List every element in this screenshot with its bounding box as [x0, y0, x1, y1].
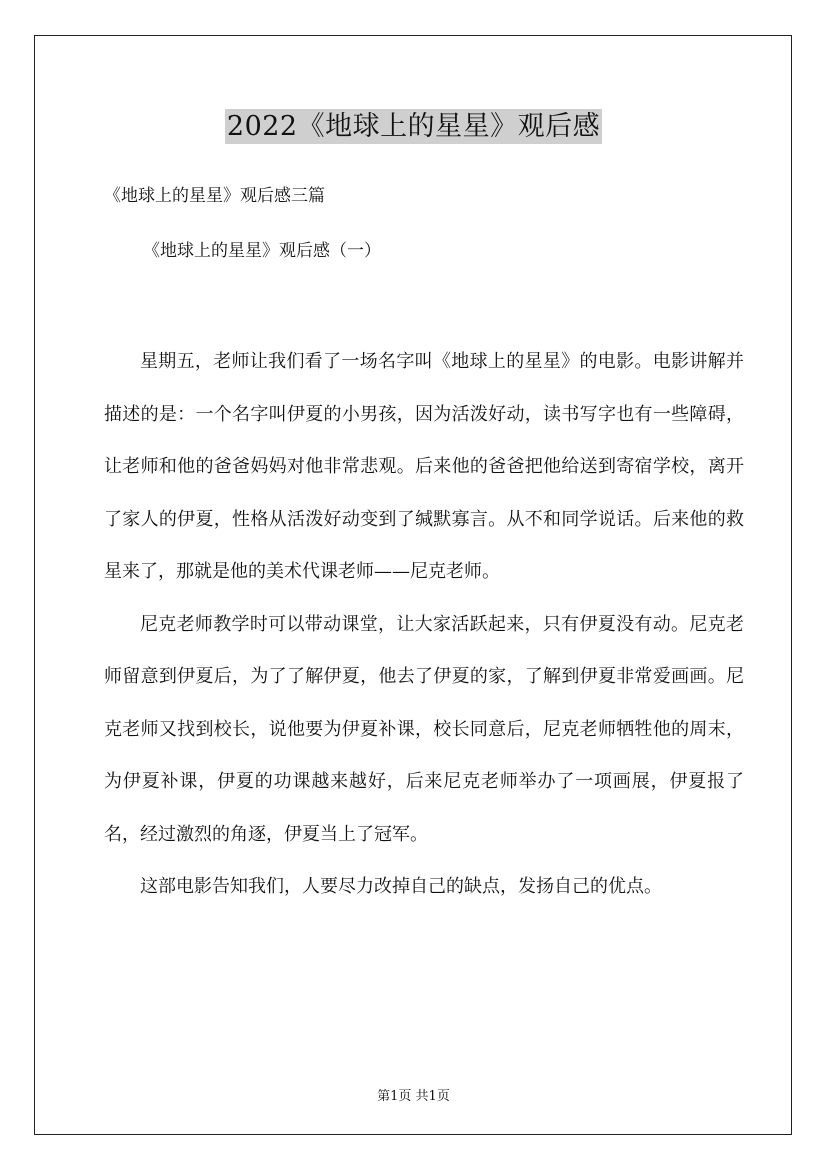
document-body [104, 336, 744, 914]
paragraph: 这部电影告知我们，人要尽力改掉自己的缺点，发扬自己的优点。 [140, 876, 662, 897]
section-heading: 《地球上的星星》观后感（一） [143, 241, 381, 261]
document-title-block [0, 104, 827, 143]
paragraph: 尼克老师教学时可以带动课堂，让大家活跃起来，只有伊夏没有动。尼克老师留意到伊夏后，为了了解伊夏，他去了伊夏的家，了解到伊夏非常爱画画。尼克老师又找到校长，说他要为伊夏补课，校长同意后，尼克老师牺牲他的周末，为伊夏补课，伊夏的功课越来越好，后来尼克老师举办了一项画展，伊夏报了名，经过激烈的角逐，伊夏当上了冠军。 [104, 613, 744, 845]
paragraph: 星期五，老师让我们看了一场名字叫《地球上的星星》的电影。电影讲解并描述的是：一个名字叫伊夏的小男孩，因为活泼好动，读书写字也有一些障碍，让老师和他的爸爸妈妈对他非常悲观。后来他的爸爸把他给送到寄宿学校，离开了家人的伊夏，性格从活泼好动变到了缄默寡言。从不和同学说话。后来他的救星来了，那就是他的美术代课老师——尼克老师。 [104, 351, 744, 582]
document-title: 2022《地球上的星星》观后感 [226, 111, 601, 142]
document-subtitle: 《地球上的星星》观后感三篇 [104, 186, 325, 206]
page-footer: 第1页 共1页 [377, 1089, 450, 1104]
